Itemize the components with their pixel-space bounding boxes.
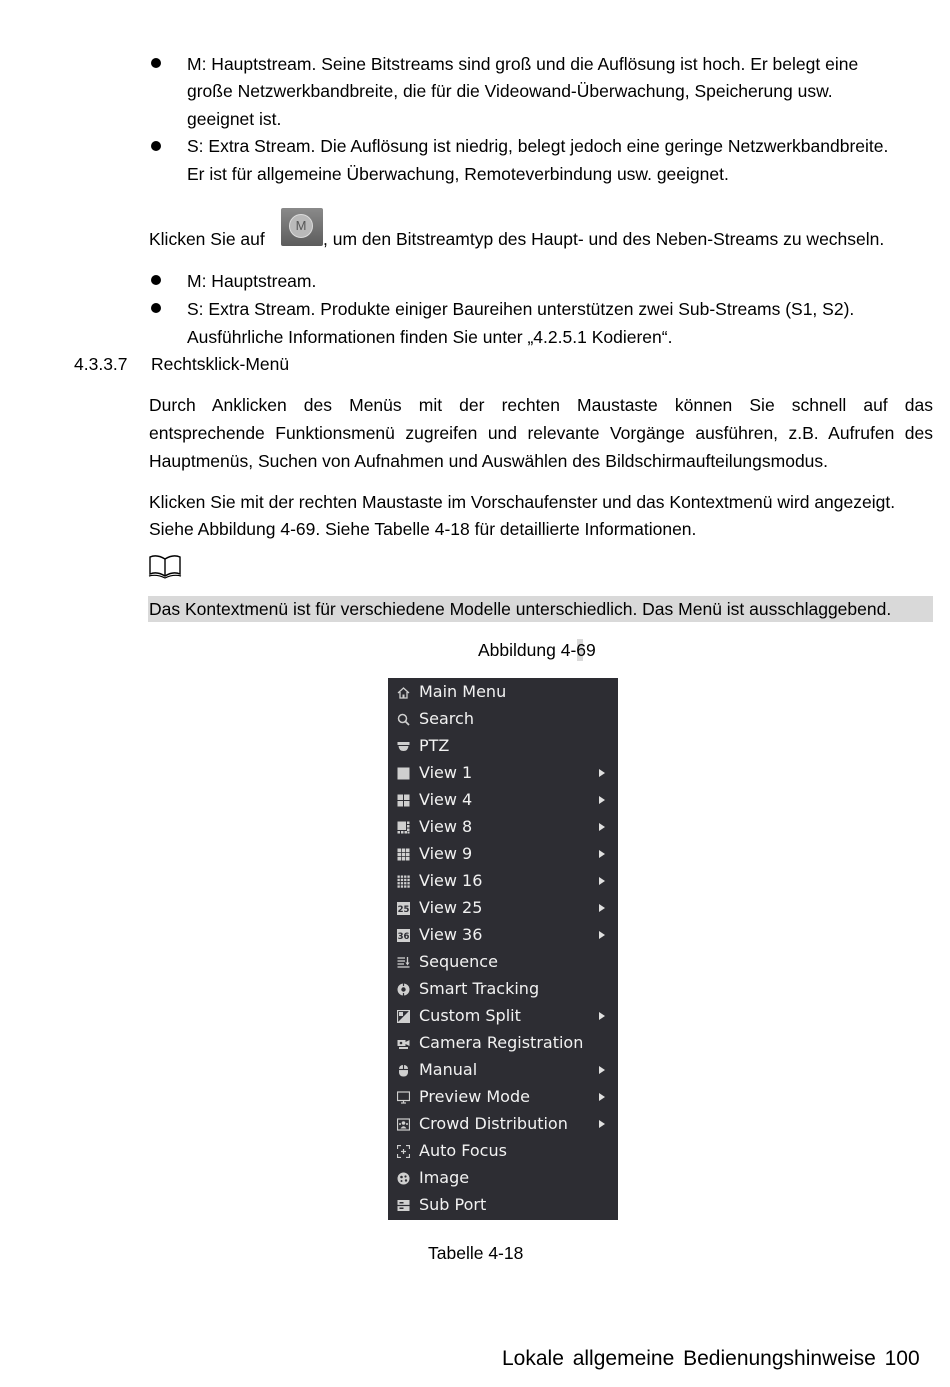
menu-item-view-8[interactable] [388,814,618,841]
bullet-text: große Netzwerkbandbreite, die für die Videowand-Überwachung, Speicherung usw. [187,81,833,101]
bullet-dot [151,275,161,285]
submenu-arrow-icon [599,1093,605,1101]
menu-item-smart-tracking[interactable] [388,976,618,1003]
bullet-dot [151,141,161,151]
submenu-arrow-icon [599,850,605,858]
submenu-arrow-icon [599,823,605,831]
main-stream-toggle-icon [281,208,323,246]
menu-item-label: Crowd Distribution [419,1114,568,1133]
menu-item-label: Search [419,709,474,728]
paragraph-line: Siehe Abbildung 4-69. Siehe Tabelle 4-18 für detaillierte Informationen. [149,519,697,539]
context-menu [388,678,618,1220]
auto-focus-icon [397,1145,410,1158]
menu-item-label: View 25 [419,898,483,917]
view-36-icon-text: 36 [397,932,410,942]
menu-item-label: Auto Focus [419,1141,507,1160]
menu-item-view-16[interactable] [388,868,618,895]
view-4-icon [397,794,410,807]
crowd-distribution-icon [397,1118,410,1131]
note-text: Das Kontextmenü ist für verschiedene Modelle unterschiedlich. Das Menü ist ausschlaggebend. [149,599,892,619]
menu-item-manual[interactable] [388,1057,618,1084]
smart-tracking-icon [397,983,410,996]
menu-item-view-9[interactable] [388,841,618,868]
click-instruction-after: , um den Bitstreamtyp des Haupt- und des Neben-Streams zu wechseln. [323,229,885,249]
camera-registration-icon [397,1037,410,1050]
menu-item-label: Image [419,1168,470,1187]
menu-item-label: Sub Port [419,1195,487,1214]
sub-port-icon [397,1199,410,1212]
menu-item-label: Sequence [419,952,498,971]
view-25-icon-text: 25 [397,905,410,915]
menu-item-label: Smart Tracking [419,979,540,998]
stream-letter: M [289,214,313,238]
table-caption: Tabelle 4-18 [428,1243,524,1263]
menu-item-auto-focus[interactable] [388,1138,618,1165]
note-book-icon [148,554,182,580]
page-number: 100 [884,1347,920,1370]
view-16-icon [397,875,410,888]
bullet-text: Er ist für allgemeine Überwachung, Remoteverbindung usw. geeignet. [187,164,729,184]
view-8-icon [397,821,410,834]
submenu-arrow-icon [599,931,605,939]
custom-split-icon [397,1010,410,1023]
bullet-text: Ausführliche Informationen finden Sie unter „4.2.5.1 Kodieren“. [187,327,673,347]
menu-item-view-36[interactable] [388,922,618,949]
submenu-arrow-icon [599,769,605,777]
footer-title: Lokale allgemeine Bedienungshinweise [502,1347,876,1370]
submenu-arrow-icon [599,877,605,885]
bullet-dot [151,58,161,68]
menu-item-main-menu[interactable] [388,679,618,706]
ptz-dome-icon [397,740,410,753]
menu-item-view-4[interactable] [388,787,618,814]
search-icon [397,713,410,726]
home-icon [397,686,410,699]
menu-item-label: Main Menu [419,682,507,701]
menu-item-image[interactable] [388,1165,618,1192]
menu-item-label: View 9 [419,844,473,863]
view-1-icon [397,767,410,780]
sequence-icon [397,956,410,969]
bullet-dot [151,303,161,313]
bullet-text: M: Hauptstream. Seine Bitstreams sind groß und die Auflösung ist hoch. Er belegt eine [187,54,859,74]
submenu-arrow-icon [599,796,605,804]
page-footer [502,1347,920,1371]
submenu-arrow-icon [599,1120,605,1128]
menu-item-view-1[interactable] [388,760,618,787]
bullet-text: geeignet ist. [187,109,282,129]
menu-item-label: PTZ [419,736,450,755]
paragraph-line: Hauptmenüs, Suchen von Aufnahmen und Auswählen des Bildschirmaufteilungsmodus. [149,451,829,471]
view-9-icon [397,848,410,861]
menu-item-sub-port[interactable] [388,1192,618,1219]
menu-item-label: View 8 [419,817,473,836]
menu-item-preview-mode[interactable] [388,1084,618,1111]
paragraph-line: Klicken Sie mit der rechten Maustaste im Vorschaufenster und das Kontextmenü wird angezeigt. [149,492,896,512]
bullet-text: S: Extra Stream. Produkte einiger Baureihen unterstützen zwei Sub-Streams (S1, S2). [187,299,855,319]
paragraph-line: entsprechende Funktionsmenü zugreifen und relevante Vorgänge ausführen, z.B. Aufrufen des [149,423,933,443]
figure-caption: Abbildung 4-69 [478,640,596,660]
section-title: Rechtsklick-Menü [151,354,290,374]
submenu-arrow-icon [599,1066,605,1074]
menu-item-camera-registration[interactable] [388,1030,618,1057]
menu-item-sequence[interactable] [388,949,618,976]
menu-item-label: Manual [419,1060,478,1079]
menu-item-crowd-distribution[interactable] [388,1111,618,1138]
view-25-icon [397,902,410,915]
menu-item-label: Camera Registration [419,1033,584,1052]
menu-item-label: View 36 [419,925,483,944]
menu-item-label: Custom Split [419,1006,521,1025]
submenu-arrow-icon [599,1012,605,1020]
menu-item-label: View 1 [419,763,473,782]
menu-item-label: View 4 [419,790,473,809]
menu-item-label: Preview Mode [419,1087,530,1106]
bullet-text: M: Hauptstream. [187,271,317,291]
menu-item-ptz[interactable] [388,733,618,760]
menu-item-search[interactable] [388,706,618,733]
menu-item-custom-split[interactable] [388,1003,618,1030]
manual-icon [397,1064,410,1077]
section-number: 4.3.3.7 [74,354,128,374]
paragraph-line: Durch Anklicken des Menüs mit der rechten Maustaste können Sie schnell auf das [149,395,933,415]
preview-mode-icon [397,1091,410,1104]
menu-item-label: View 16 [419,871,483,890]
image-icon [397,1172,410,1185]
bullet-text: S: Extra Stream. Die Auflösung ist niedrig, belegt jedoch eine geringe Netzwerkbandbreite. [187,136,889,156]
submenu-arrow-icon [599,904,605,912]
click-instruction-before: Klicken Sie auf [149,229,265,249]
menu-item-view-25[interactable] [388,895,618,922]
view-36-icon [397,929,410,942]
